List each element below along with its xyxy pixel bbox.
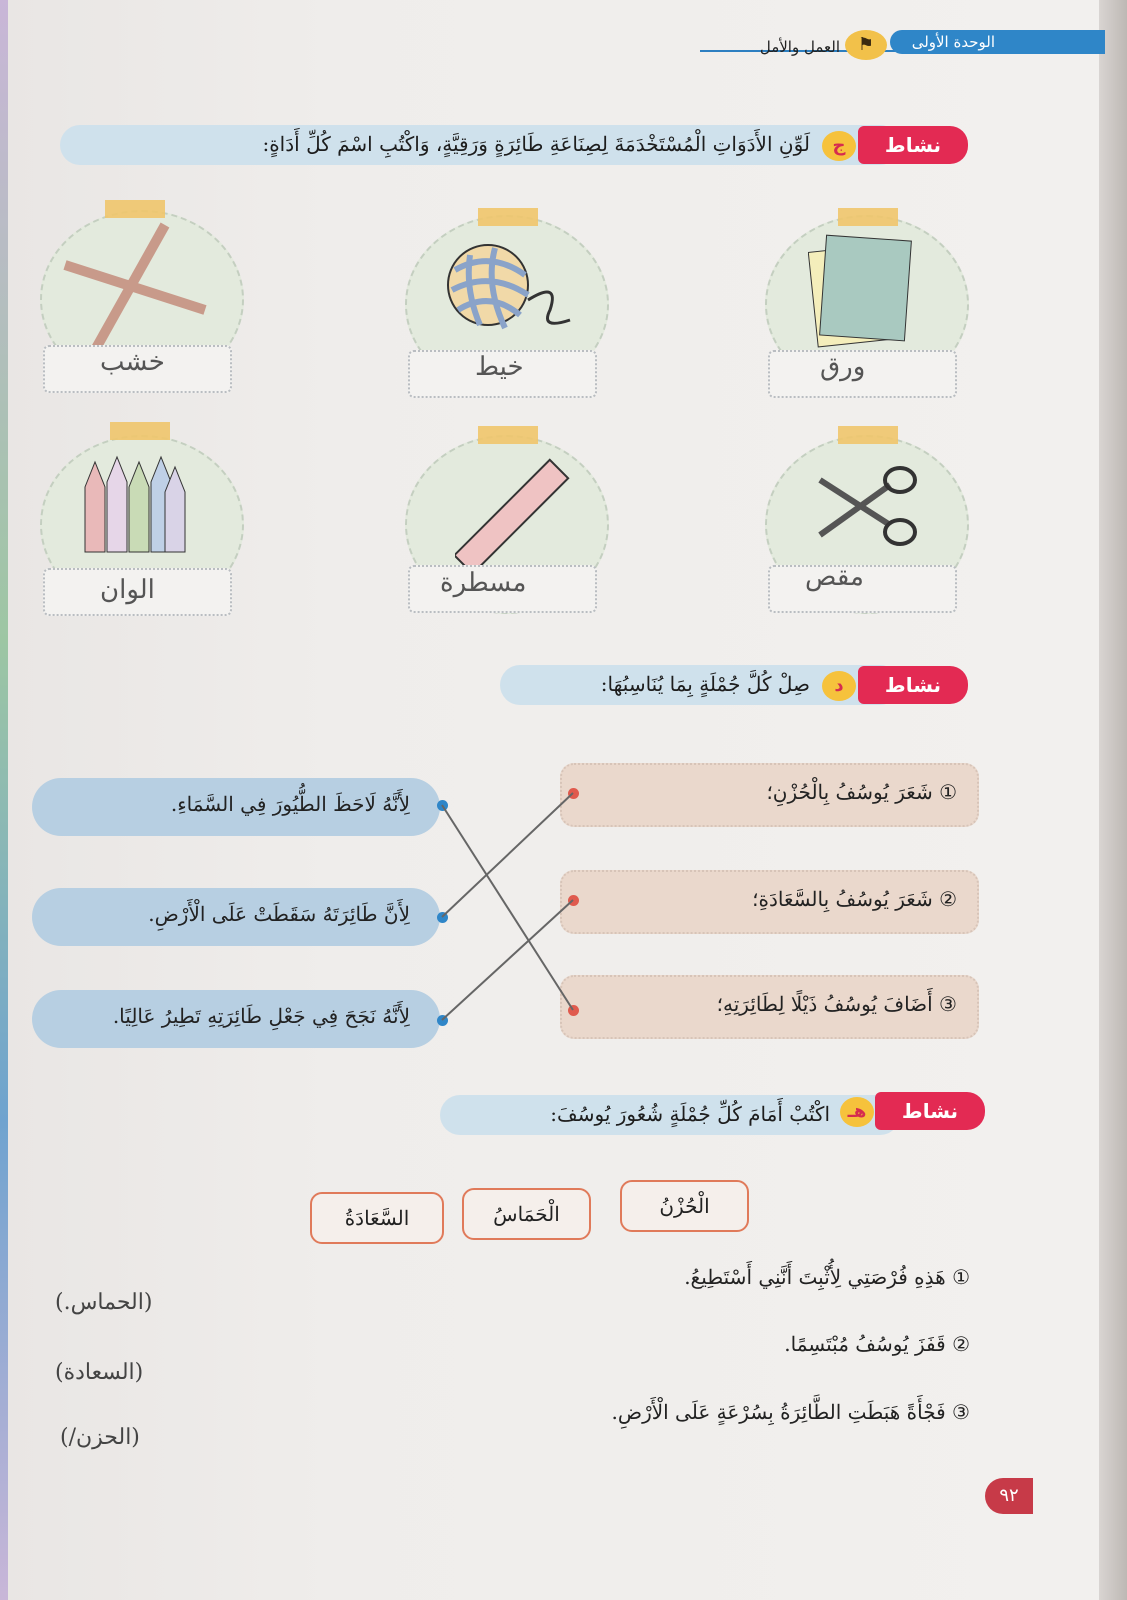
activity-d-instruction: صِلْ كُلَّ جُمْلَةٍ بِمَا يُنَاسِبُهَا: [600, 672, 810, 696]
match-right-3-text: ③ أَضَافَ يُوسُفُ ذَيْلًا لِطَائِرَتِهِ؛ [716, 992, 957, 1016]
activity-d-badge: نشاط [858, 666, 968, 704]
answer-text-5: مسطرة [440, 568, 527, 598]
answer-text-6: الوان [100, 575, 155, 605]
activity-h-badge: نشاط [875, 1092, 985, 1130]
sentence-2: ② قَفَزَ يُوسُفُ مُبْتَسِمًا. [784, 1332, 970, 1356]
sentence-3: ③ فَجْأَةً هَبَطَتِ الطَّائِرَةُ بِسُرْعَةٍ عَلَى الْأَرْضِ. [611, 1400, 970, 1424]
match-right-2-text: ② شَعَرَ يُوسُفُ بِالسَّعَادَةِ؛ [752, 887, 957, 911]
match-line-3 [442, 805, 573, 1010]
answer-text-1: ورق [820, 352, 866, 382]
activity-j-badge: نشاط [858, 126, 968, 164]
answer-text-2: خيط [475, 352, 524, 382]
feeling-answer-3[interactable]: (الحزن/) [60, 1425, 140, 1450]
word-box-happiness: السَّعَادَةُ [310, 1192, 444, 1244]
sentence-1: ① هَذِهِ فُرْصَتِي لِأُثْبِتَ أَنَّنِي أَسْتَطِيعُ. [684, 1265, 970, 1289]
unit-title: العمل والأمل [759, 38, 840, 56]
answer-text-3: خشب [100, 347, 165, 377]
match-right-1-text: ① شَعَرَ يُوسُفُ بِالْحُزْنِ؛ [766, 780, 957, 804]
unit-logo-icon: ⚑ [845, 30, 887, 60]
activity-h-instruction: اكْتُبْ أَمَامَ كُلِّ جُمْلَةٍ شُعُورَ يُوسُفَ: [550, 1102, 830, 1126]
feeling-answer-1[interactable]: (الحماس.) [55, 1290, 153, 1315]
activity-d-letter: د [822, 671, 856, 701]
activity-h-letter: هـ [840, 1097, 874, 1127]
match-line-1 [442, 793, 573, 917]
match-left-3-text: لِأَنَّهُ نَجَحَ فِي جَعْلِ طَائِرَتِهِ تَطِيرُ عَالِيًا. [112, 1004, 410, 1028]
feeling-answer-2[interactable]: (السعادة) [55, 1360, 144, 1385]
answer-text-4: مقص [805, 562, 864, 592]
match-left-2-text: لِأَنَّ طَائِرَتَهُ سَقَطَتْ عَلَى الْأَرْضِ. [148, 902, 410, 926]
page-number: ٩٢ [985, 1478, 1033, 1514]
word-box-sadness: الْحُزْنُ [620, 1180, 749, 1232]
match-line-2 [442, 900, 573, 1020]
match-left-1-text: لِأَنَّهُ لَاحَظَ الطُّيُورَ فِي السَّمَاءِ. [170, 792, 410, 816]
activity-j-instruction: لَوِّنِ الأَدَوَاتِ الْمُسْتَخْدَمَةَ لِصِنَاعَةِ طَائِرَةٍ وَرَقِيَّةٍ، وَاكْتُبِ اسْمَ كُلِّ أَدَاةٍ: [262, 132, 810, 156]
word-box-enthusiasm: الْحَمَاسُ [462, 1188, 591, 1240]
activity-j-letter: ج [822, 131, 856, 161]
unit-label: الوحدة الأولى [911, 33, 995, 51]
